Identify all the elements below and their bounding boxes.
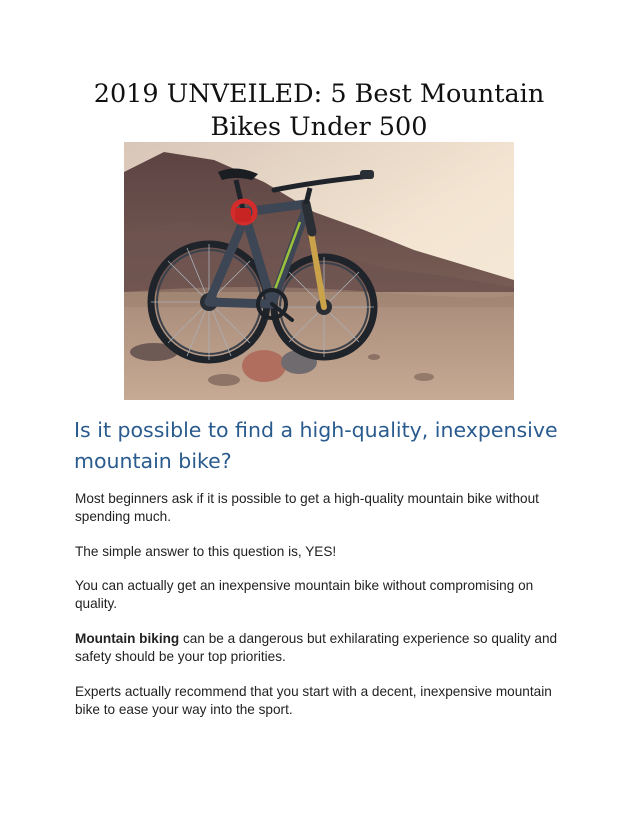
heading-line-2: mountain bike?: [74, 449, 232, 473]
section-heading: [74, 415, 574, 477]
paragraph-4-rest: can be a dangerous but exhilarating experience so quality and safety should be your top priorities.: [75, 631, 558, 664]
paragraph-3: You can actually get an inexpensive mountain bike without compromising on quality.: [75, 578, 534, 611]
document-title: [60, 78, 578, 144]
paragraph-5: Experts actually recommend that you start with a decent, inexpensive mountain bike to ease your way into the sport.: [75, 684, 552, 717]
paragraph-4-bold: Mountain biking: [75, 631, 180, 646]
title-line-2: Bikes Under 500: [210, 112, 428, 142]
paragraph-4: [75, 630, 575, 665]
title-line-1: 2019 UNVEILED: 5 Best Mountain: [93, 79, 545, 109]
paragraph-1: Most beginners ask if it is possible to get a high-quality mountain bike without spending much.: [75, 491, 539, 524]
paragraph-2: The simple answer to this question is, YES!: [75, 544, 337, 559]
heading-line-1: Is it possible to find a high-quality, inexpensive: [74, 418, 558, 442]
mountain-bike-illustration: [124, 142, 514, 400]
mountain-bike-photo: [124, 142, 514, 400]
